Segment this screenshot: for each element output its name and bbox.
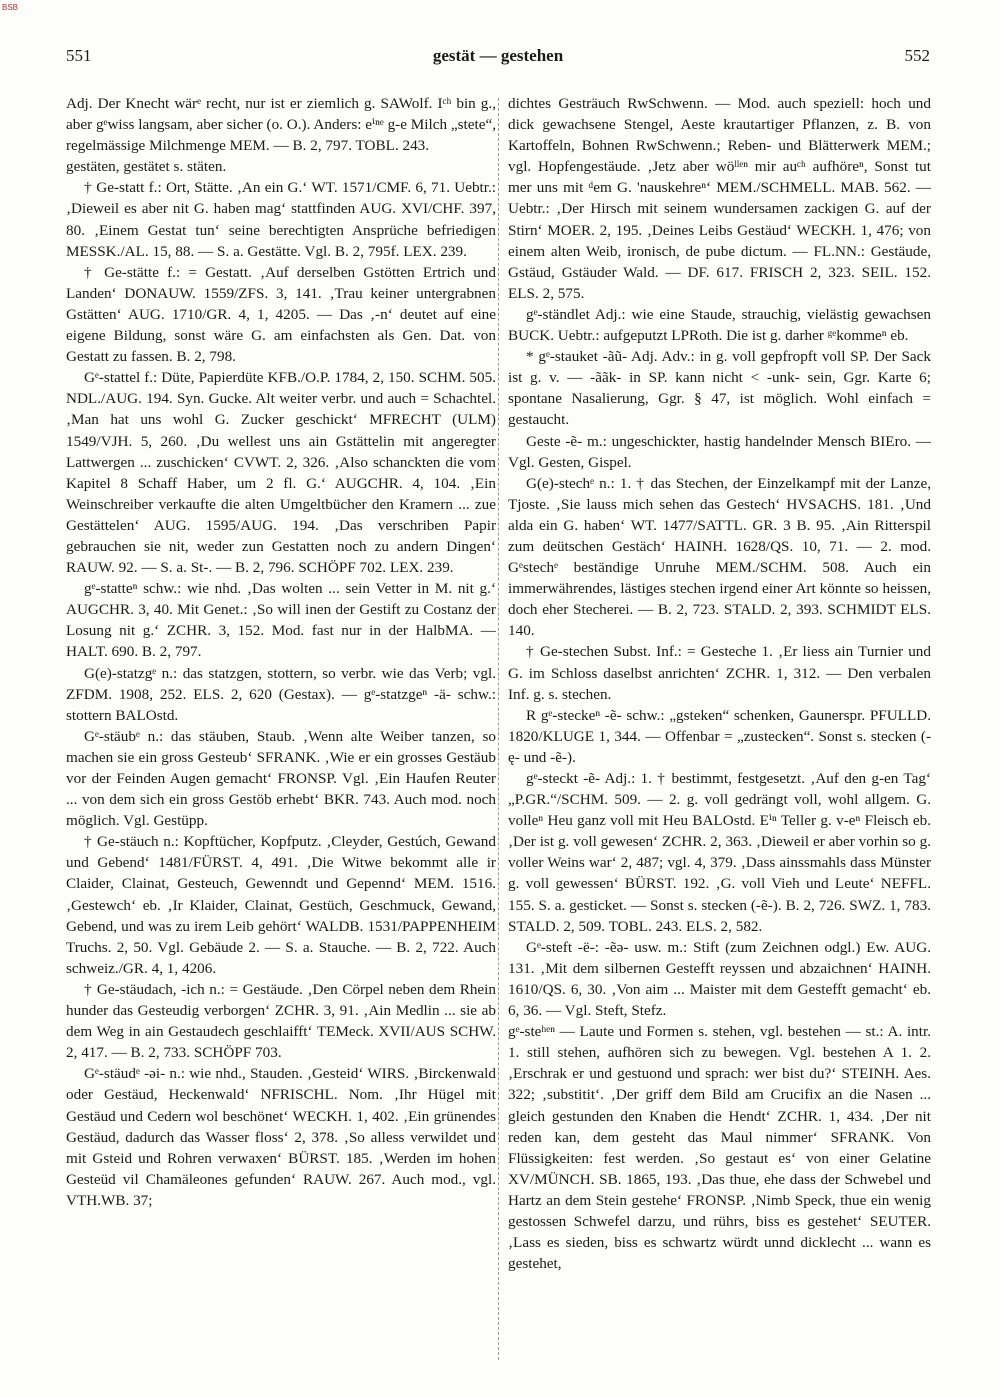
dictionary-entry: gᵉ-statteⁿ schw.: wie nhd. ‚Das wolten ... sein Vetter in M. nit g.‘ AUGCHR. 3, 40. Mit Genet.: ‚So will inen der Gestift zu Costanz der Losung nit g.‘ ZCHR. 3, 152. Mod. fast nur in der HalbMA. — HALT. 690. B. 2, 797. — [66, 580, 496, 661]
dictionary-entry: † Ge-stäuch n.: Kopftücher, Kopfputz. ‚Cleyder, Gestúch, Gewand und Gebend‘ 1481/FÜRST. 4, 491. ‚Die Witwe bekommt alle ir Claider, Clainat, Gesteuch, Gewenndt und Gepennd‘ MEM. 1516. ‚Gestewch‘ eb. ‚Ir Klaider, Clainat, Gestüch, Geschmuck, Gewand, Gebend, und was zu irem Leib gehört‘ WALDB. 1531/PAPPENHEIM Truchs. 2, 50. Vgl. Gebäude 2. — S. a. Stauche. — B. 2, 722. Auch schweiz./GR. 4, 1, 4206. — [66, 833, 496, 977]
left-column — [66, 93, 496, 1211]
right-column — [508, 93, 931, 1274]
column-divider — [498, 98, 499, 1360]
dictionary-entry: † Ge-statt f.: Ort, Stätte. ‚An ein G.‘ WT. 1571/CMF. 6, 71. Uebtr.: ‚Dieweil es aber nit G. haben mag‘ stattfinden AUG. XVI/CHF. 397, 80. ‚Einem Gestat tun‘ seine berechtigten Ansprüche befriedigen MESSK./AL. 15, 88. — S. a. Gestätte. Vgl. B. 2, 795f. LEX. 239. — [66, 179, 496, 260]
dictionary-entry: * gᵉ-stauket -ãũ- Adj. Adv.: in g. voll gepfropft voll SP. Der Sack ist g. v. — -ããk- in SP. kann nicht < -unk- sein, Ggr. Karte 6; spontane Nasalierung, Ggr. § 47, ist möglich. Wohl einfach = gestaucht. — [508, 348, 931, 429]
dictionary-entry: Geste -ẽ- m.: ungeschickter, hastig handelnder Mensch BIEro. — Vgl. Gesten, Gispel. — [508, 432, 931, 471]
entry-continuation: gᵉ-steʰᵉⁿ — Laute und Formen s. stehen, vgl. bestehen — st.: A. intr. 1. still stehen, aufhören sich zu bewegen. Vgl. bestehen A 1. 2. ‚Erschrak er und gestuond und sprach: wer bist du?‘ STEINH. Aes. 322; ‚substitit‘. ‚Der griff dem Bild am Crucifix an die Nasen ... gleich gestunden den Knaben die Hendt‘ ZCHR. 1, 434. ‚Der nit reden kan, dem gesteht das Maul nimmer‘ SFRANK. Von Flüssigkeiten: fest werden. ‚So gestaut es‘ von einer Gelatine XV/MÜNCH. SB. 1865, 193. ‚Das thue, ehe dass der Schwebel und Hartz an dem Stein gestehe‘ FRONSP. ‚Nimb Speck, thue ein wenig gestossen Schwefel darzu, und rührs, biss es gestehet‘ SEUTER. ‚Lass es sieden, biss es schwartz würdt unnd dicklecht ... wann es gestehet, — [508, 1023, 931, 1273]
dictionary-entry: Gᵉ-stäubᵉ n.: das stäuben, Staub. ‚Wenn alte Weiber tanzen, so machen sie ein gross Gesteub‘ SFRANK. ‚Wie er ein grosses Gestäub vor der Feinden Augen gemacht‘ FRONSP. Vgl. ‚Ein Haufen Reuter ... von dem sich ein gross Gestöb erhebt‘ BKR. 743. Auch mod. noch möglich. Vgl. Gestüpp. — [66, 727, 496, 830]
dictionary-entry: G(e)-statzgᵉ n.: das statzgen, stottern, so verbr. wie das Verb; vgl. ZFDM. 1908, 252. ELS. 2, 620 (Gestax). — gᵉ-statzgeⁿ -ä- schw.: stottern BALOstd. — [66, 664, 496, 724]
dictionary-entry: † Ge-stätte f.: = Gestatt. ‚Auf derselben Gstötten Ertrich und Landen‘ DONAUW. 1559/ZFS. 3, 141. ‚Trau keiner untergrabnen Gstätten‘ AUG. 1710/GR. 4, 1, 4205. — Das ‚-n‘ deutet auf eine eigene Bildung, sonst wäre G. am einfachsten als Gen. Dat. von Gestatt zu fassen. B. 2, 798. — [66, 263, 496, 366]
library-watermark: BSB — [2, 3, 19, 12]
dictionary-entry: G(e)-stechᵉ n.: 1. † das Stechen, der Einzelkampf mit der Lanze, Tjoste. ‚Sie lauss mich sehen das Gestech‘ HVSACHS. 181. ‚Und alda ein G. haben‘ WT. 1477/SATTL. GR. 3 B. 95. ‚Ain Ritterspil zum deütschen Gestäch‘ HAINH. 1628/QS. 10, 71. — 2. mod. Gᵉstechᵉ beständige Unruhe MEM./SCHM. 508. Auch ein immerwährendes, lästiges stechen irgend einer Art könnte so heissen, doch eher Stecherei. — B. 2, 723. STALD. 2, 393. SCHMIDT ELS. 140. — [508, 474, 931, 640]
entry-continuation: Adj. Der Knecht wärᵉ recht, nur ist er ziemlich g. SAWolf. Iᶜʰ bin g., aber gᵉwiss langsam, aber sicher (o. O.). Anders: eⁱⁿᵉ g-e Milch „stete“, regelmässige Milchmenge MEM. — B. 2, 797. TOBL. 243. — [66, 95, 496, 155]
dictionary-entry: R gᵉ-steckeⁿ -ẽ- schw.: „gsteken“ schenken, Gaunerspr. PFULLD. 1820/KLUGE 1, 344. — Offenbar = „zustecken“. Sonst s. stecken (-ę- und -ẽ-). — [508, 706, 931, 766]
dictionary-entry: Gᵉ-stäudᵉ -ǝi- n.: wie nhd., Stauden. ‚Gesteid‘ WIRS. ‚Birckenwald oder Gestäud, Heckenwald‘ NFRISCHL. Nom. ‚Ihr Hügel mit Gestäud und Cedern wol beschönet‘ WECKH. 1, 402. ‚Ein grünendes Gestäud, dadurch das Wasser floss‘ 2, 378. ‚So alless verwildet und mit Gsteid und Rohren verwaxen‘ BÜRST. 185. ‚Werden im hohen Gesteüd vil Chamäleones gefunden‘ RAUW. 267. Auch mod., vgl. VTH.WB. 37; — [66, 1065, 496, 1209]
dictionary-entry: † Ge-stäudach, -ich n.: = Gestäude. ‚Den Cörpel neben dem Rhein hunder das Gesteudig verborgen‘ ZCHR. 3, 91. ‚Ain Medlin ... sie ab dem Weg in ain Gestaudech geschlaifft‘ TEMeck. XVII/AUS SCHW. 2, 417. — B. 2, 733. SCHÖPF 703. — [66, 980, 496, 1062]
page-number-right: 552 — [904, 46, 930, 65]
page-number-left: 551 — [66, 46, 92, 65]
dictionary-entry: Gᵉ-steft -ë-: -ẽə- usw. m.: Stift (zum Zeichnen odgl.) Ew. AUG. 131. ‚Mit dem silbernen Gestefft reyssen und abzaichnen‘ HAINH. 1610/QS. 6, 30. ‚Von aim ... Maister mit dem Gestefft gemacht‘ eb. 6, 36. — Vgl. Steft, Stefz. — [508, 938, 931, 1020]
entry-continuation: dichtes Gesträuch RwSchwenn. — Mod. auch speziell: hoch und dick gewachsene Stengel, Aeste krautartiger Pflanzen, z. B. von Kartoffeln, Bohnen RwSchwenn.; Reben- und Blätterwerk MEM.; vgl. Hopfengestäude. ‚Jetz aber wöˡˡᵉⁿ mir auᶜʰ aufhöreⁿ, Sonst tut mer uns mit ᵈem G. 'nauskehreⁿ‘ MEM./SCHMELL. MAB. 562. — Uebtr.: ‚Der Hirsch mit seinem wundersamen zackigen G. auf der Stirn‘ MOER. 2, 195. ‚Deines Leibs Gestäud‘ WECKH. 1, 476; von einem alten Weib, ironisch, de pube dictum. — FL.NN.: Gestäude, Gstäud, Gstäuder Wald. — DF. 617. FRISCH 2, 323. SEIL. 152. ELS. 2, 575. — [508, 95, 931, 302]
running-title: gestät — gestehen — [432, 46, 564, 65]
dictionary-entry: gᵉ-steckt -ẽ- Adj.: 1. † bestimmt, festgesetzt. ‚Auf den g-en Tag‘ „P.GR.“/SCHM. 509. — 2. g. voll gedrängt voll, wohl allgem. G. volleⁿ Heu ganz voll mit Heu BALOstd. Eⁱⁿ Teller g. v-eⁿ Fleisch eb. ‚Der ist g. voll gewesen‘ ZCHR. 2, 363. ‚Dieweil er aber vorhin so g. voller Weins war‘ 2, 487; vgl. 4, 379. ‚Dass ainssmahls dass Münster g. voll gewessen‘ BÜRST. 192. ‚G. voll Vieh und Leute‘ NEFFL. 155. S. a. gesticket. — Sonst s. stecken (-ẽ-). B. 2, 726. SWZ. 1, 783. STALD. 2, 509. TOBL. 243. ELS. 2, 582. — [508, 770, 931, 935]
entry-continuation: gestäten, gestätet s. stäten. — [66, 158, 227, 176]
dictionary-entry: † Ge-stechen Subst. Inf.: = Gesteche 1. ‚Er liess ain Turnier und G. im Schloss daselbst anrichten‘ ZCHR. 1, 312. — Den verbalen Inf. g. s. stechen. — [508, 643, 931, 703]
page-header — [66, 46, 930, 74]
dictionary-entry: gᵉ-ständlet Adj.: wie eine Staude, strauchig, vielästig gewachsen BUCK. Uebtr.: aufgeputzt LPRoth. Die ist g. darher ᵍᵉkommeⁿ eb. — [508, 305, 931, 345]
dictionary-entry: Gᵉ-stattel f.: Düte, Papierdüte KFB./O.P. 1784, 2, 150. SCHM. 505. NDL./AUG. 194. Syn. Gucke. Alt weiter verbr. und auch = Schachtel. ‚Man hat uns wohl G. Zucker geschickt‘ MFRECHT (ULM) 1549/VJH. 5, 260. ‚Du wellest uns ain Gstättelin mit angeregter Lattwergen ... zuschicken‘ CVWT. 2, 326. ‚Also schanckten die vom Kapitel 8 Schaff Haber, um 2 fl. G.‘ AUGCHR. 4, 104. ‚Ein Weinschreiber verkaufte die alten Umgeltbücher den Kramern ... zue Gestättelen‘ AUG. 1595/AUG. 194. ‚Das verschriben Papir gebrauchen sie nit, weder zun Gestatten noch zu andern Dingen‘ RAUW. 92. — S. a. St-. — B. 2, 796. SCHÖPF 702. LEX. 239. — [66, 369, 496, 577]
